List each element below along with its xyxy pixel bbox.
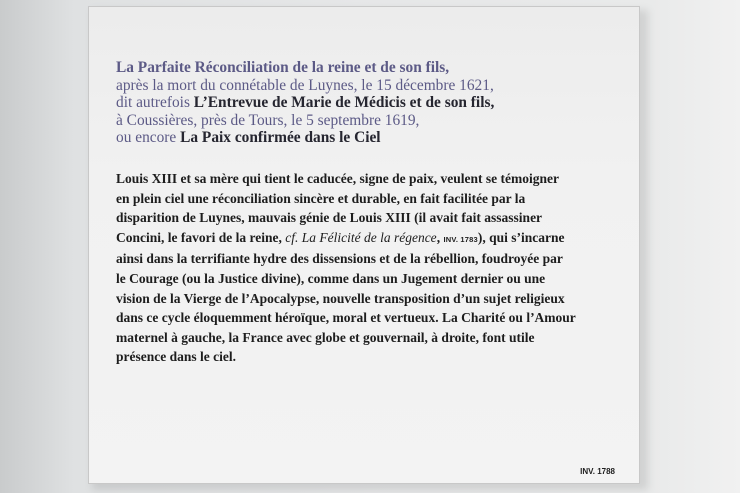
title-line-1: La Parfaite Réconciliation de la reine et de son fils, xyxy=(116,59,450,76)
description-line-4-suffix: ), qui s’incarne xyxy=(477,229,565,245)
title-line-5-prefix: ou encore xyxy=(116,129,181,147)
description-paragraph xyxy=(116,169,636,367)
title-line-3-prefix: dit autrefois xyxy=(116,94,194,112)
cross-reference-comma: , xyxy=(436,229,444,245)
description-line-4 xyxy=(116,228,636,250)
title-line-4: à Coussières, près de Tours, le 5 septembre 1619, xyxy=(116,111,420,129)
title-line-5 xyxy=(116,129,616,147)
cross-reference-inventory: INV. 1783 xyxy=(443,234,478,244)
title-line-2: après la mort du connétable de Luynes, le 15 décembre 1621, xyxy=(116,76,494,94)
description-line-4-prefix: Concini, le favori de la reine, xyxy=(116,229,286,245)
description-line-6: le Courage (ou la Justice divine), comme dans un Jugement dernier ou une xyxy=(116,270,546,286)
museum-label-panel xyxy=(88,6,640,484)
description-line-3: disparition de Luynes, mauvais génie de Louis XIII (il avait fait assassiner xyxy=(116,210,543,226)
cross-reference-title: cf. La Félicité de la régence xyxy=(285,229,437,245)
description-line-2: en plein ciel une réconciliation sincère et durable, en fait facilitée par la xyxy=(116,190,526,206)
title-line-3 xyxy=(116,94,616,112)
description-line-10: présence dans le ciel. xyxy=(116,349,236,365)
description-line-9: maternel à gauche, la France avec globe et gouvernail, à droite, font utile xyxy=(116,329,535,345)
title-line-5-bold: La Paix confirmée dans le Ciel xyxy=(180,129,381,147)
description-line-8: dans ce cycle éloquemment héroïque, moral et vertueux. La Charité ou l’Amour xyxy=(116,310,576,326)
artwork-title-block xyxy=(116,59,616,147)
description-line-1: Louis XIII et sa mère qui tient le caducée, signe de paix, veulent se témoigner xyxy=(116,171,559,186)
description-line-5: ainsi dans la terrifiante hydre des dissensions et de la rébellion, foudroyée par xyxy=(116,251,563,267)
inventory-number: INV. 1788 xyxy=(580,467,615,476)
description-line-7: vision de la Vierge de l’Apocalypse, nouvelle transposition d’un sujet religieux xyxy=(116,290,565,306)
title-line-3-bold: L’Entrevue de Marie de Médicis et de son fils, xyxy=(193,94,495,112)
